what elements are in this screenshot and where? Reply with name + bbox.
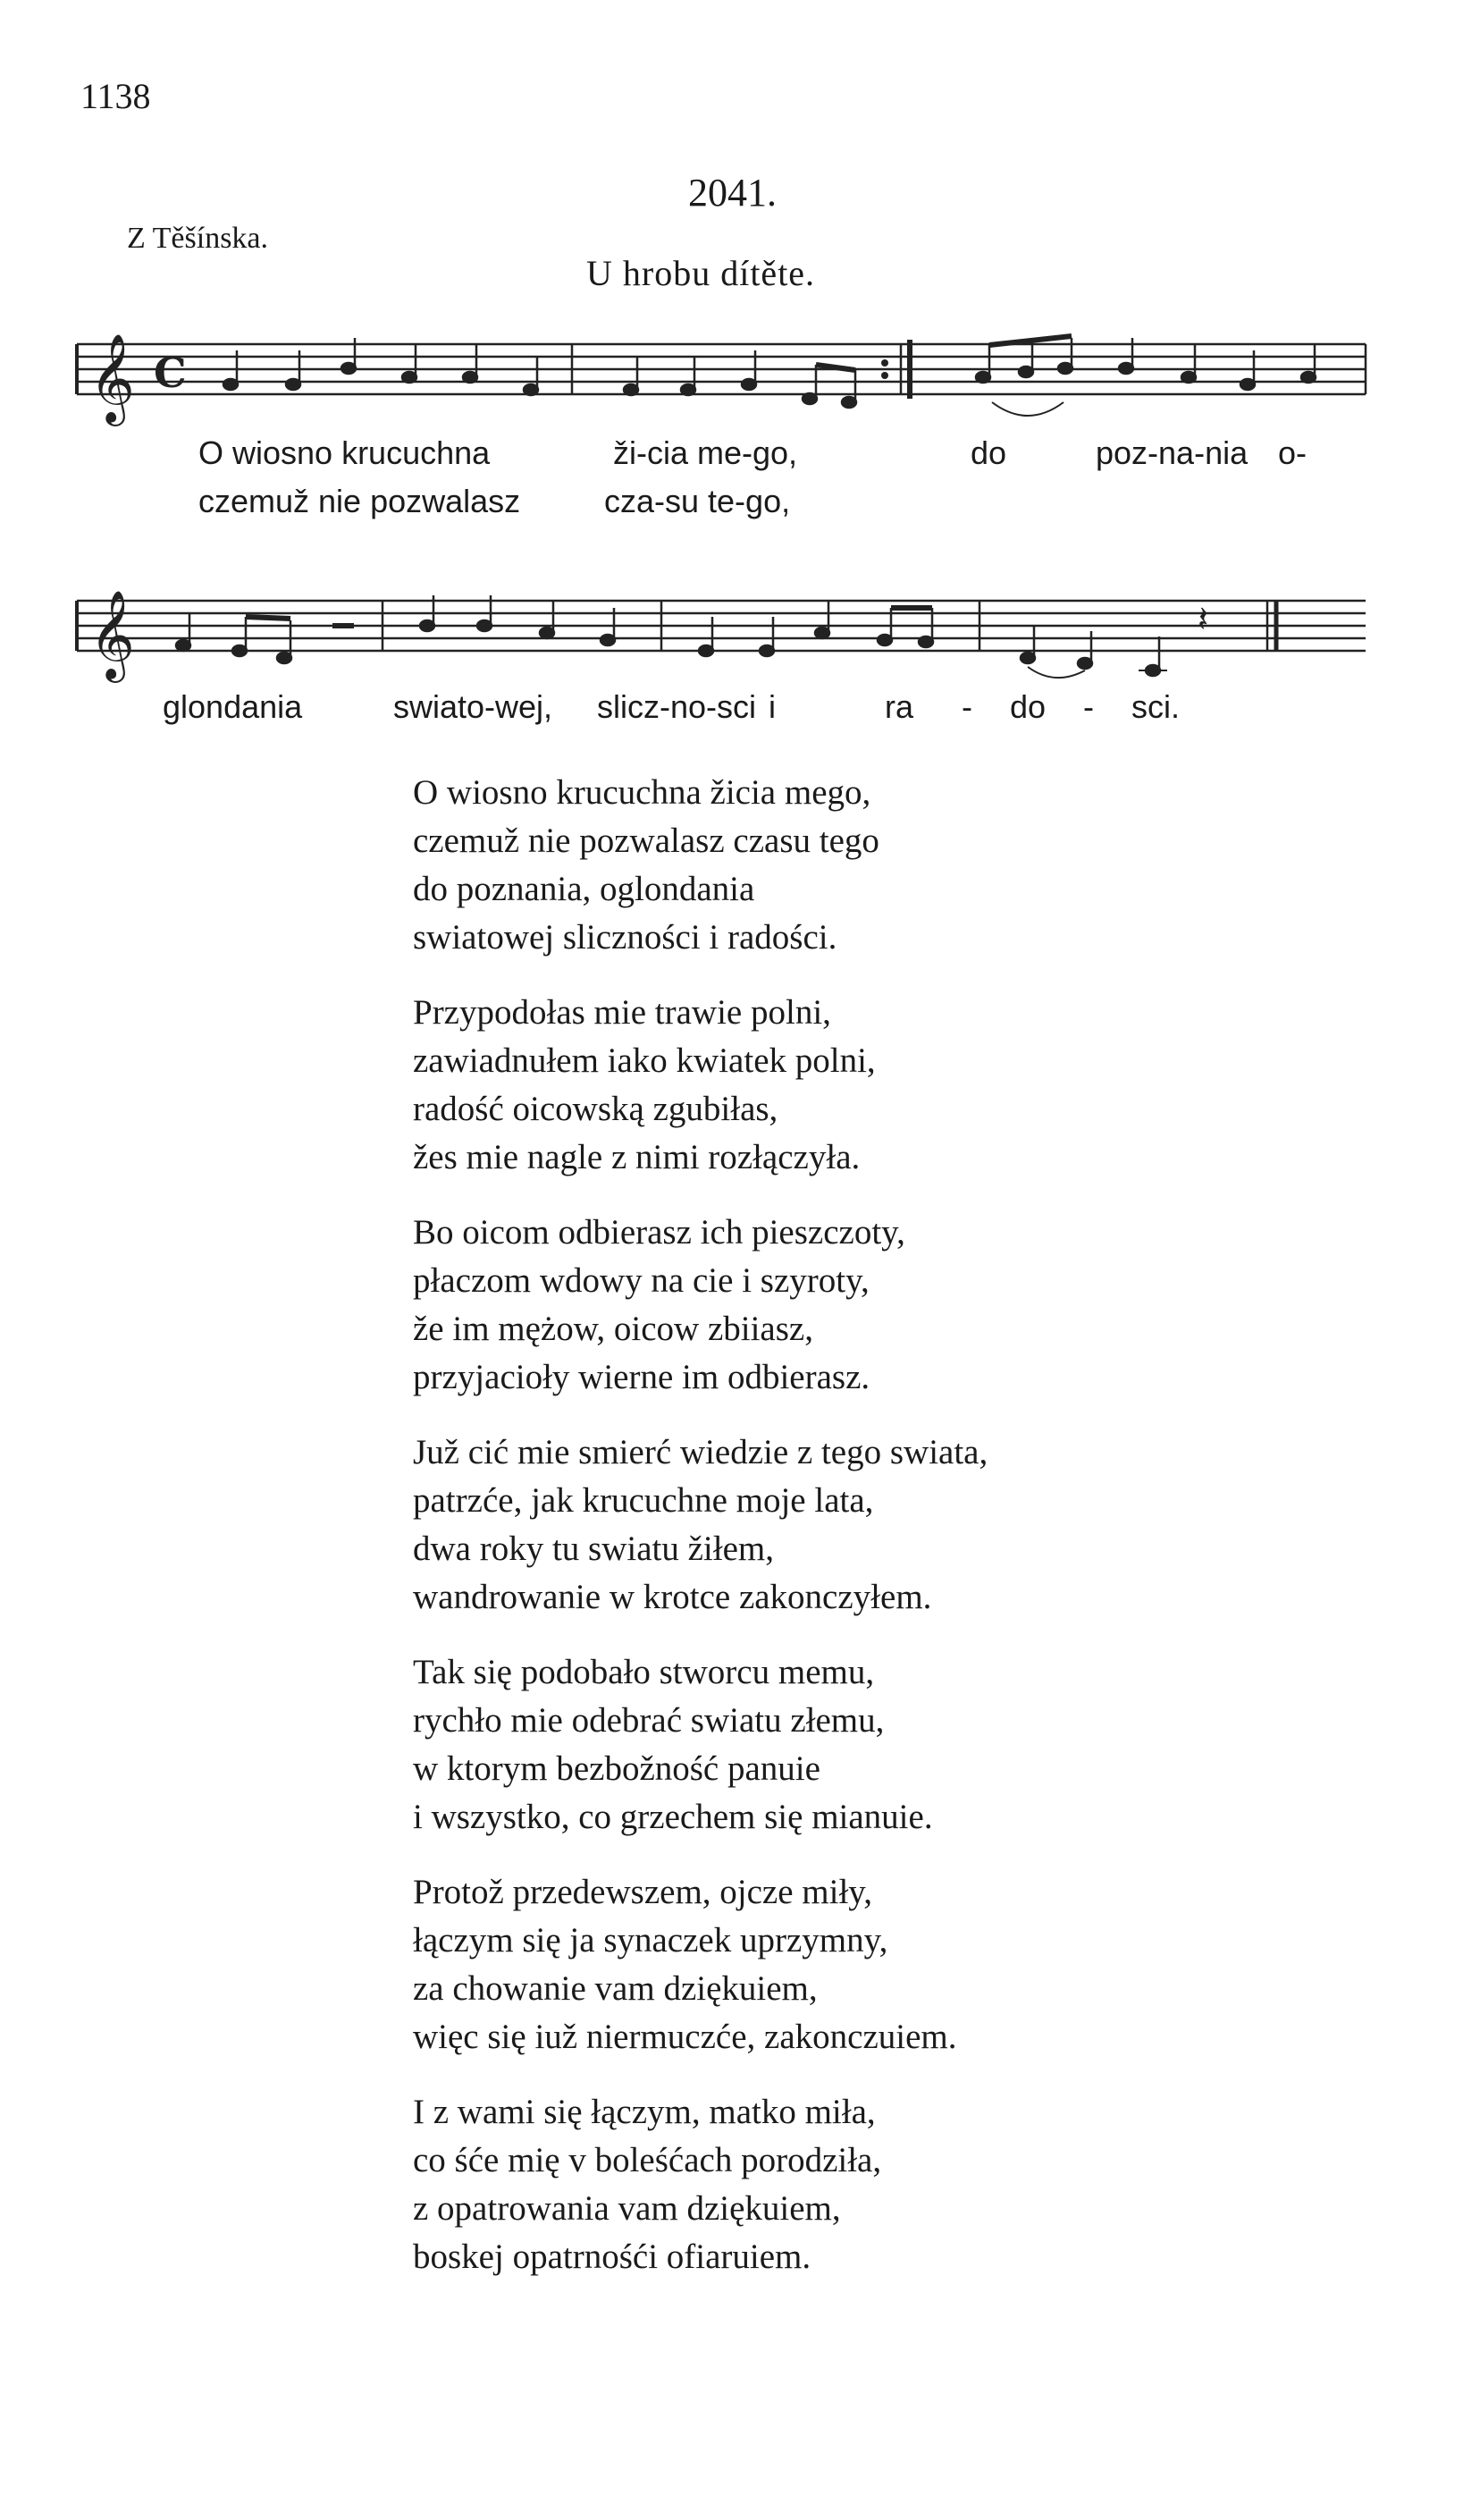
stanza <box>413 1648 1396 1842</box>
song-title: U hrobu dítěte. <box>586 253 816 293</box>
poem-line: boskej opatrnośći ofiaruiem. <box>413 2238 811 2276</box>
poem-line: co śće mię v boleśćach porodziła, <box>413 2141 882 2179</box>
poem-line: czemuž nie pozwalasz czasu tego <box>413 822 879 860</box>
poem-line: przyjacioły wierne im odbierasz. <box>413 1358 870 1396</box>
poem-line: patrzće, jak krucuchne moje lata, <box>413 1481 874 1520</box>
poem-line: Protož przedewszem, ojcze miły, <box>413 1873 873 1911</box>
poem-line: že im mężow, oicow zbiiasz, <box>413 1310 813 1348</box>
poem-line: O wiosno krucuchna žicia mego, <box>413 773 871 812</box>
poem-line: zawiadnułem iako kwiatek polni, <box>413 1041 876 1080</box>
stanza <box>413 989 1396 1182</box>
poem-line: w ktorym bezbožność panuie <box>413 1749 820 1788</box>
treble-clef-icon: 𝄞 <box>89 590 135 679</box>
poem-line: do poznania, oglondania <box>413 870 755 908</box>
lyric-syllable: poz-na-nia <box>1096 434 1249 471</box>
poem-text <box>413 769 1396 2308</box>
poem-line: Tak się podobało stworcu memu, <box>413 1653 875 1691</box>
stanza <box>413 1429 1396 1622</box>
poem-line: I z wami się łączym, matko miła, <box>413 2093 876 2131</box>
lyric-syllable: - <box>962 688 972 725</box>
lyric-syllable: O wiosno krucuchna <box>198 434 491 471</box>
poem-line: dwa roky tu swiatu žiłem, <box>413 1530 774 1568</box>
stanza <box>413 1868 1396 2061</box>
poem-line: žes mie nagle z nimi rozłączyła. <box>413 1138 861 1176</box>
stanza <box>413 769 1396 962</box>
lyric-syllable: ži-cia me-go, <box>613 434 798 471</box>
poem-line: rychło mie odebrać swiatu złemu, <box>413 1701 885 1740</box>
music-staff <box>0 0 1463 805</box>
lyric-syllable: - <box>1083 688 1094 725</box>
svg-text:𝄽: 𝄽 <box>1198 599 1209 640</box>
page-number: 1138 <box>80 76 151 116</box>
lyric-syllable: cza-su te-go, <box>604 483 791 519</box>
poem-line: Juž cić mie smierć wiedzie z tego swiata, <box>413 1433 988 1471</box>
stanza <box>413 2088 1396 2281</box>
lyric-syllable: do <box>1010 688 1047 725</box>
poem-line: za chowanie vam dziękuiem, <box>413 1969 818 2008</box>
lyric-syllable: o- <box>1278 434 1307 471</box>
lyric-syllable: i <box>769 688 776 725</box>
common-time-icon: C <box>154 349 187 397</box>
stanza <box>413 1209 1396 1402</box>
lyric-syllable: ra <box>885 688 914 725</box>
lyric-syllable: do <box>971 434 1007 471</box>
poem-line: i wszystko, co grzechem się mianuie. <box>413 1798 933 1836</box>
poem-line: wandrowanie w krotce zakonczyłem. <box>413 1578 932 1616</box>
song-number: 2041. <box>688 171 777 215</box>
poem-line: Bo oicom odbierasz ich pieszczoty, <box>413 1213 905 1252</box>
treble-clef-icon: 𝄞 <box>89 333 135 423</box>
poem-line: z opatrowania vam dziękuiem, <box>413 2189 841 2228</box>
poem-line: więc się iuž niermuczće, zakonczuiem. <box>413 2018 957 2056</box>
poem-line: płaczom wdowy na cie i szyroty, <box>413 1261 870 1300</box>
lyric-syllable: slicz-no-sci <box>597 688 757 725</box>
lyric-syllable: swiato-wej, <box>393 688 553 725</box>
lyric-syllable: sci. <box>1131 688 1180 725</box>
region-label: Z Těšínska. <box>127 222 269 255</box>
lyric-syllable: glondania <box>163 688 303 725</box>
lyric-syllable: czemuž nie pozwalasz <box>198 483 521 519</box>
poem-line: łączym się ja synaczek uprzymny, <box>413 1921 888 1960</box>
poem-line: swiatowej sliczności i radości. <box>413 918 837 957</box>
poem-line: Przypodołas mie trawie polni, <box>413 993 831 1032</box>
poem-line: radość oicowską zgubiłas, <box>413 1090 778 1128</box>
